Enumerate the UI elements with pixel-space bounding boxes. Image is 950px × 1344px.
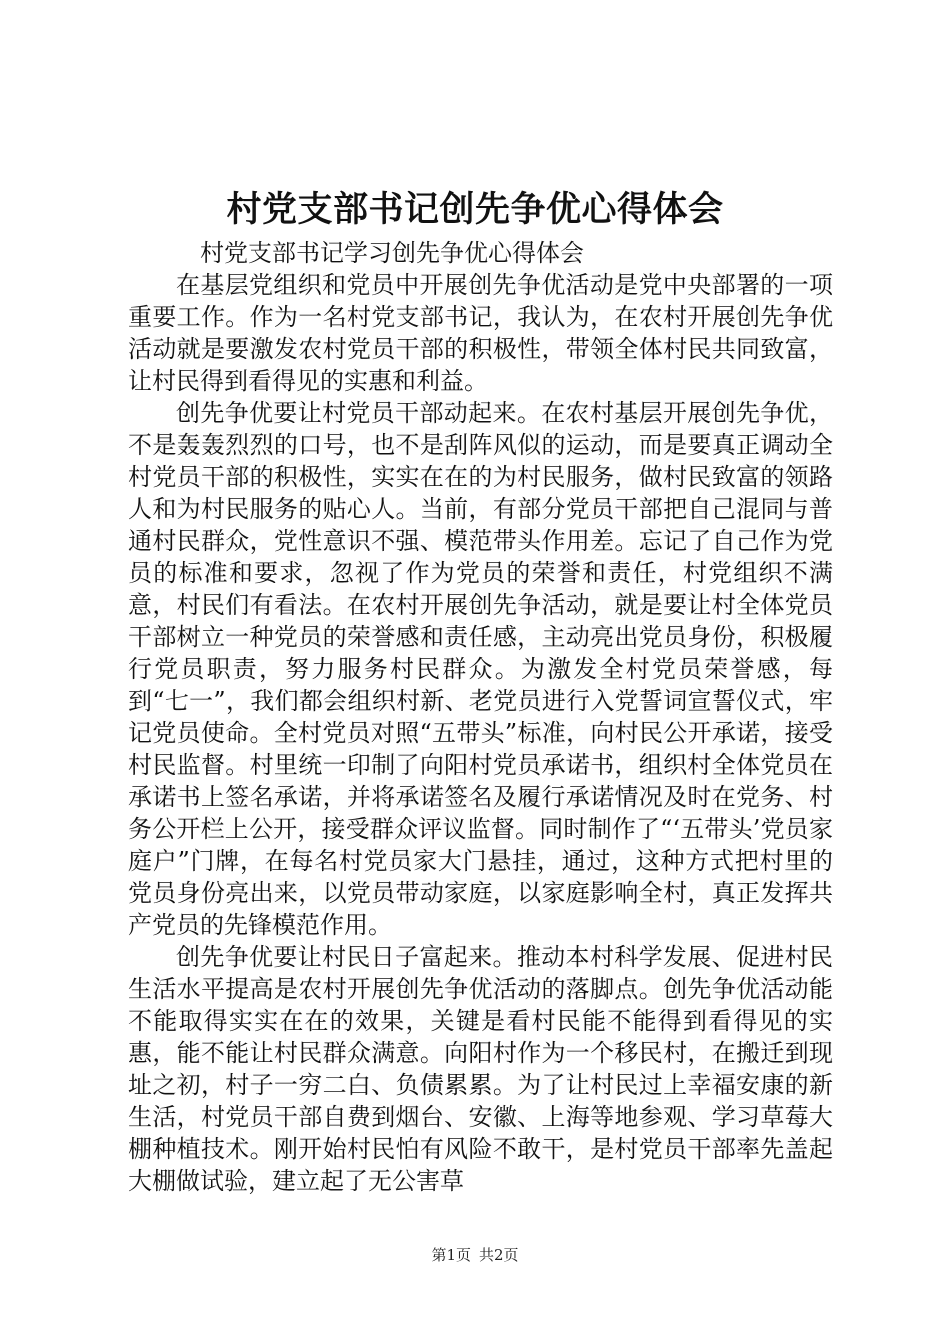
document-body [128,237,833,1197]
paragraph-party-members: 创先争优要让村党员干部动起来。在农村基层开展创先争优，不是轰轰烈烈的口号，也不是刮阵风似的运动，而是要真正调动全村党员干部的积极性，实实在在的为村民服务，做村民致富的领路人和为村民服务的贴心人。当前，有部分党员干部把自己混同与普通村民群众，党性意识不强、模范带头作用差。忘记了自己作为党员的标准和要求，忽视了作为党员的荣誉和责任，村党组织不满意，村民们有看法。在农村开展创先争活动，就是要让村全体党员干部树立一种党员的荣誉感和责任感，主动亮出党员身份，积极履行党员职责，努力服务村民群众。为激发全村党员荣誉感，每到“七一”，我们都会组织村新、老党员进行入党誓词宣誓仪式，牢记党员使命。全村党员对照“五带头”标准，向村民公开承诺，接受村民监督。村里统一印制了向阳村党员承诺书，组织村全体党员在承诺书上签名承诺，并将承诺签名及履行承诺情况及时在党务、村务公开栏上公开，接受群众评议监督。同时制作了“‘五带头’党员家庭户”门牌，在每名村党员家大门悬挂，通过，这种方式把村里的党员身份亮出来，以党员带动家庭，以家庭影响全村，真正发挥共产党员的先锋模范作用。 [128,399,833,939]
document-title: 村党支部书记创先争优心得体会 [226,189,724,230]
page-number: 第1页 [431,1246,471,1264]
page-footer [0,1245,950,1265]
paragraph-intro: 在基层党组织和党员中开展创先争优活动是党中央部署的一项重要工作。作为一名村党支部书记，我认为，在农村开展创先争优活动就是要激发农村党员干部的积极性，带领全体村民共同致富，让村民得到看得见的实惠和利益。 [128,271,833,395]
document-subtitle: 村党支部书记学习创先争优心得体会 [200,239,584,267]
page-total: 共2页 [479,1246,519,1264]
paragraph-villagers-prosper: 创先争优要让村民日子富起来。推动本村科学发展、促进村民生活水平提高是农村开展创先争优活动的落脚点。创先争优活动能不能取得实实在在的效果，关键是看村民能不能得到看得见的实惠，能不能让村民群众满意。向阳村作为一个移民村，在搬迁到现址之初，村子一穷二白、负债累累。为了让村民过上幸福安康的新生活，村党员干部自费到烟台、安徽、上海等地参观、学习草莓大棚种植技术。刚开始村民怕有风险不敢干，是村党员干部率先盖起大棚做试验，建立起了无公害草 [128,943,833,1195]
